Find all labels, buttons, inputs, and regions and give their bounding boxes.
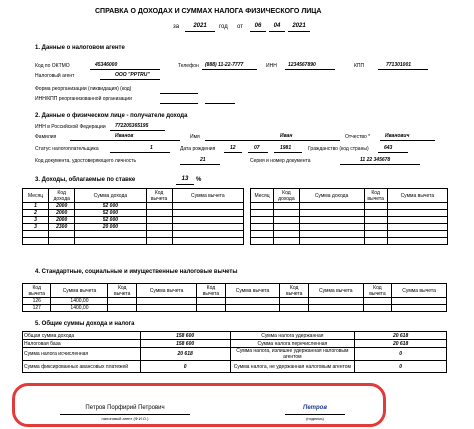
table-row: 127 1400,00 (23, 305, 447, 312)
inn-label: ИНН (266, 63, 277, 69)
patronymic-label: Отчество * (345, 134, 371, 140)
birth-label: Дата рождения (180, 146, 216, 152)
deductions-table: Код вычета Сумма вычета Код вычета Сумма вычета Код вычета Сумма вычета Код вычета Сумма вычета Код вычета Сумма вычета 126 1400,00 127 1400,00 (22, 283, 447, 312)
person-inn-label: ИНН в Российской Федерации (35, 124, 106, 130)
year-suffix: год (219, 24, 228, 30)
series-label: Серия и номер документа (250, 158, 311, 164)
kpp-label: КПП (354, 63, 365, 69)
table-row: 3 2300 20 000 (23, 224, 244, 231)
signature-mark: Петров (303, 405, 327, 411)
person-inn-value: 772205365195 (115, 123, 149, 129)
inn-value: 1234567890 (288, 62, 316, 68)
phone-label: Телефон (178, 63, 199, 69)
form-title: СПРАВКА О ДОХОДАХ И СУММАХ НАЛОГА ФИЗИЧЕСКОГО ЛИЦА (95, 8, 322, 15)
report-date-year: 2021 (292, 23, 306, 29)
table-row: Сумма фиксированных авансовых платежей 0 Сумма налога, не удержанная налоговым агентом 0 (23, 361, 447, 373)
section1-title: 1. Данные о налоговом агенте (35, 45, 125, 51)
income-table-left (22, 188, 244, 245)
name-value: Иван (280, 133, 293, 139)
table-row: Налоговая база 158 600 Сумма налога перечисленная 20 618 (23, 340, 447, 348)
report-year: 2021 (193, 23, 207, 29)
report-month: 04 (273, 23, 281, 29)
doc-code-label: Код документа, удостоверяющего личность (35, 158, 137, 164)
agent-label: Налоговый агент (35, 73, 75, 79)
phone-value: (888) 11-22-7777 (205, 62, 244, 68)
rate-value: 13 (181, 176, 189, 182)
date-prefix: от (237, 24, 243, 30)
reorg-form-label: Форма реорганизации (ликвидация) (код) (35, 86, 132, 92)
rate-unit: % (196, 177, 202, 183)
birth-year: 1981 (280, 145, 292, 151)
table-row: Сумма налога исчисленная 20 618 Сумма налога, излишне удержанная налоговым агентом 0 (23, 348, 447, 361)
status-value: 1 (150, 145, 153, 151)
col-deduction-code: Код вычета (146, 189, 172, 203)
table-row: 1 2000 52 000 (23, 203, 244, 210)
oktmo-label: Код по ОКТМО (35, 63, 70, 69)
signature-caption: (подпись) (306, 416, 324, 421)
table-row: 126 1400,00 (23, 298, 447, 305)
reorg-inn-label: ИНН/КПП реорганизованной организации (35, 96, 132, 102)
table-row: Общая сумма дохода 158 600 Сумма налога удержанная 20 618 (23, 332, 447, 340)
surname-value: Иванов (115, 133, 134, 139)
section2-title: 2. Данные о физическом лице - получателе дохода (35, 113, 188, 119)
section4-title: 4. Стандартные, социальные и имущественные налоговые вычеты (35, 269, 238, 275)
report-day: 06 (254, 23, 262, 29)
section5-title: 5. Общие суммы дохода и налога (35, 321, 135, 327)
kpp-value: 771301001 (386, 62, 412, 68)
birth-day: 12 (230, 145, 236, 151)
doc-code-value: 21 (200, 157, 206, 163)
series-value: 11 22 345678 (360, 157, 391, 163)
oktmo-value: 45346000 (95, 62, 118, 68)
surname-label: Фамилия (35, 134, 57, 140)
section3-title: 3. Доходы, облагаемые по ставке (35, 177, 136, 183)
birth-month: 07 (254, 145, 260, 151)
table-row: 2 2000 52 000 (23, 210, 244, 217)
col-income-code: Код дохода (49, 189, 75, 203)
agent-value: ООО "PPTRU" (115, 72, 150, 78)
citizenship-label: Гражданство (код страны) (308, 146, 369, 152)
col-income-sum: Сумма дохода (75, 189, 146, 203)
citizenship-value: 643 (384, 145, 393, 151)
totals-table (22, 331, 447, 373)
agent-name: Петров Порфирий Петрович (85, 405, 165, 411)
table-row: 3 2000 52 000 (23, 217, 244, 224)
col-month: Месяц (23, 189, 49, 203)
col-deduction-sum: Сумма вычета (172, 189, 243, 203)
status-label: Статус налогоплательщика (35, 146, 99, 152)
agent-name-caption: налоговый агент (Ф.И.О.) (101, 416, 149, 421)
year-prefix: за (173, 24, 180, 30)
income-table-right: Месяц Код дохода Сумма дохода Код вычета Сумма вычета (250, 188, 448, 245)
patronymic-value: Иванович (385, 133, 410, 139)
name-label: Имя (190, 134, 200, 140)
